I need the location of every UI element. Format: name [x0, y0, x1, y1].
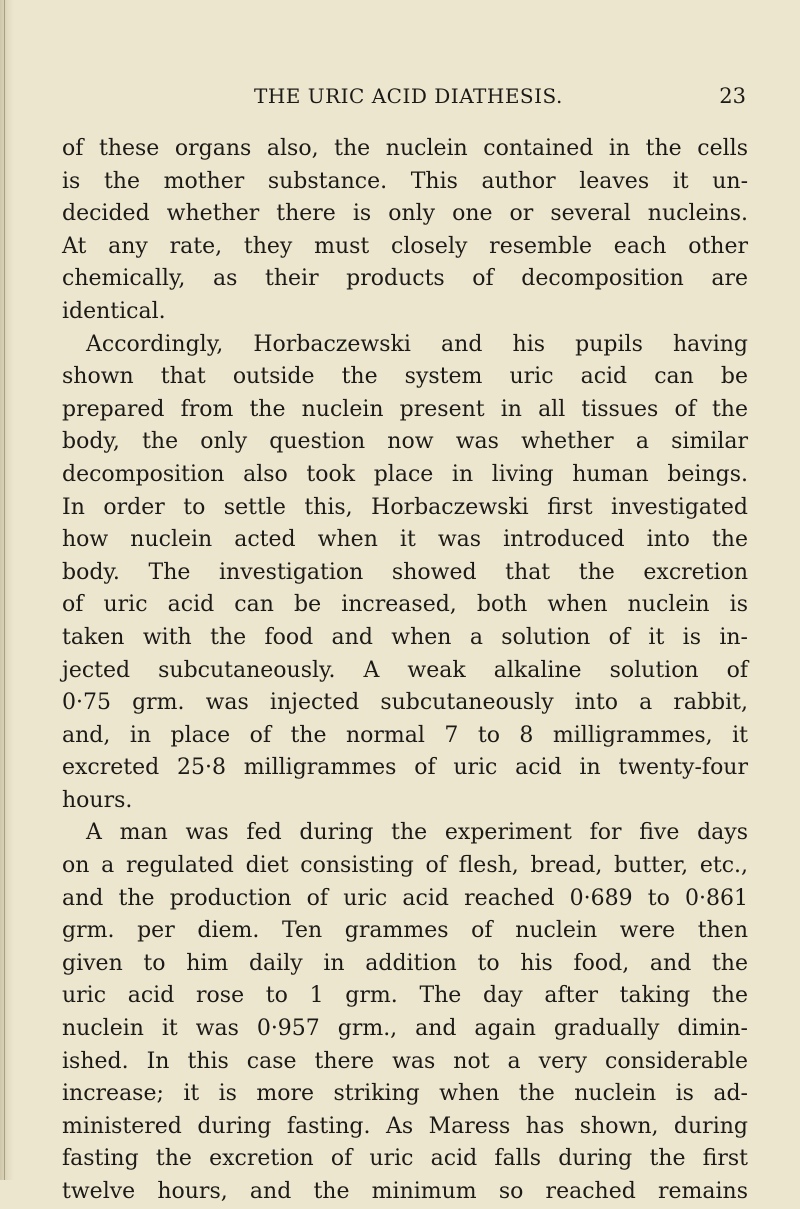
text-line: is the mother substance. This author leaves it un- [62, 168, 748, 194]
text-line: taken with the food and when a solution of it is in- [62, 624, 748, 650]
text-line: hours. [62, 787, 133, 813]
text-line: fasting the excretion of uric acid falls during the first [62, 1146, 748, 1172]
text-line: decomposition also took place in living human beings. [62, 461, 748, 487]
text-line: nuclein it was 0·957 grm., and again gradually dimin- [62, 1016, 748, 1042]
text-line: body, the only question now was whether a similar [62, 429, 748, 455]
text-line: grm. per diem. Ten grammes of nuclein were then [62, 918, 748, 944]
text-line: shown that outside the system uric acid can be [62, 364, 748, 390]
text-line: on a regulated diet consisting of flesh, bread, butter, etc., [62, 853, 748, 879]
running-header [0, 84, 800, 114]
text-line: prepared from the nuclein present in all tissues of the [62, 396, 748, 422]
text-line: and the production of uric acid reached 0·689 to 0·861 [62, 885, 748, 911]
binding-edge [4, 0, 5, 1180]
text-line: given to him daily in addition to his food, and the [62, 950, 748, 976]
text-line: ished. In this case there was not a very considerable [62, 1048, 748, 1074]
text-line: body. The investigation showed that the excretion [62, 559, 748, 585]
text-line: jected subcutaneously. A weak alkaline solution of [62, 657, 748, 683]
text-line: 0·75 grm. was injected subcutaneously into a rabbit, [62, 690, 748, 716]
body-text [62, 133, 748, 1209]
page-gutter-shadow [0, 0, 14, 1180]
text-line: of uric acid can be increased, both when nuclein is [62, 592, 748, 618]
text-line: identical. [62, 298, 166, 324]
page-number: 23 [719, 84, 746, 108]
text-line: excreted 25·8 milligrammes of uric acid in twenty-four [62, 755, 748, 781]
text-line: of these organs also, the nuclein contained in the cells [62, 136, 748, 161]
text-line: how nuclein acted when it was introduced into the [62, 527, 748, 553]
text-line: At any rate, they must closely resemble each other [62, 233, 748, 259]
text-line: chemically, as their products of decomposition are [62, 266, 748, 292]
running-title: THE URIC ACID DIATHESIS. [254, 84, 563, 108]
text-line: Accordingly, Horbaczewski and his pupils having [86, 331, 748, 357]
text-line: In order to settle this, Horbaczewski first investigated [62, 494, 748, 520]
text-line: A man was fed during the experiment for five days [86, 820, 748, 846]
text-line: uric acid rose to 1 grm. The day after taking the [62, 983, 748, 1009]
text-line: increase; it is more striking when the nuclein is ad- [62, 1081, 748, 1107]
text-line: ministered during fasting. As Maress has shown, during [62, 1113, 748, 1139]
text-line: decided whether there is only one or several nucleins. [62, 201, 748, 227]
text-line: and, in place of the normal 7 to 8 milligrammes, it [62, 722, 748, 748]
text-line: twelve hours, and the minimum so reached remains [62, 1179, 748, 1204]
